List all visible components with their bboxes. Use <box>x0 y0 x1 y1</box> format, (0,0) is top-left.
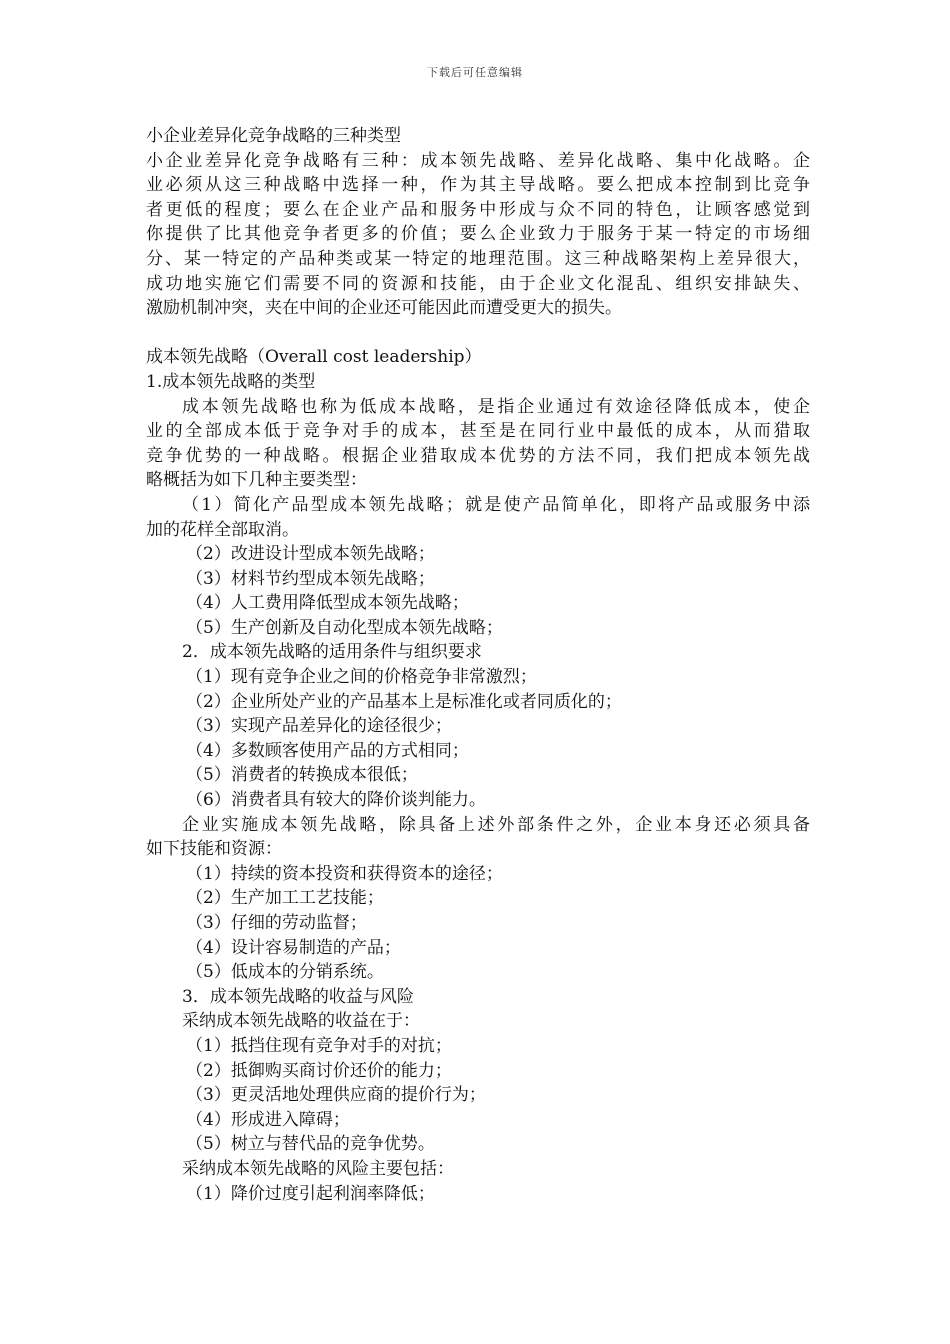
section-heading: 成本领先战略（Overall cost leadership） <box>146 347 482 368</box>
list-item: （1）降价过度引起利润率降低； <box>186 1183 435 1204</box>
list-item: （2）抵御购买商讨价还价的能力； <box>186 1060 452 1081</box>
list-item: （1）抵挡住现有竞争对手的对抗； <box>186 1035 452 1056</box>
paragraph-line: 企业实施成本领先战略，除具备上述外部条件之外，企业本身还必须具备 <box>182 814 810 835</box>
list-item: （3）更灵活地处理供应商的提价行为； <box>186 1085 486 1106</box>
list-item: （6）消费者具有较大的降价谈判能力。 <box>186 790 486 811</box>
list-item: （4）设计容易制造的产品； <box>186 937 401 958</box>
list-item: （1）持续的资本投资和获得资本的途径； <box>186 863 503 884</box>
list-item: （2）改进设计型成本领先战略； <box>186 544 435 565</box>
paragraph-line: 业的全部成本低于竞争对手的成本，甚至是在同行业中最低的成本，从而猎取 <box>146 421 810 442</box>
list-item: （4）多数顾客使用产品的方式相同； <box>186 740 469 761</box>
list-item: （1）现有竞争企业之间的价格竞争非常激烈； <box>186 667 537 688</box>
list-item: （3）实现产品差异化的途径很少； <box>186 716 452 737</box>
list-item: （4）人工费用降低型成本领先战略； <box>186 593 469 614</box>
page-header: 下载后可任意编辑 <box>427 66 523 79</box>
subsection-heading: 2．成本领先战略的适用条件与组织要求 <box>182 642 482 663</box>
list-item: （3）材料节约型成本领先战略； <box>186 568 435 589</box>
blank-line <box>146 321 810 346</box>
list-item: （5）低成本的分销系统。 <box>186 962 384 983</box>
document-body <box>146 124 810 1206</box>
list-item: （1）简化产品型成本领先战略；就是使产品简单化，即将产品或服务中添 <box>182 494 810 515</box>
list-item: （4）形成进入障碍； <box>186 1109 350 1130</box>
list-item: （3）仔细的劳动监督； <box>186 913 367 933</box>
subsection-heading: 1.成本领先战略的类型 <box>146 371 316 392</box>
list-item: （2）生产加工工艺技能； <box>186 888 384 909</box>
intro-line: 激励机制冲突，夹在中间的企业还可能因此而遭受更大的损失。 <box>146 298 622 319</box>
paragraph-line: 成本领先战略也称为低成本战略，是指企业通过有效途径降低成本，使企 <box>182 396 810 417</box>
intro-line: 小企业差异化竞争战略有三种：成本领先战略、差异化战略、集中化战略。企 <box>146 150 810 171</box>
paragraph-line: 竞争优势的一种战略。根据企业猎取成本优势的方法不同，我们把成本领先战 <box>146 445 810 466</box>
paragraph-line: 采纳成本领先战略的风险主要包括： <box>182 1158 454 1179</box>
subsection-heading: 3．成本领先战略的收益与风险 <box>182 986 414 1007</box>
intro-line: 你提供了比其他竞争者更多的价值；要么企业致力于服务于某一特定的市场细 <box>146 224 810 245</box>
list-item: （5）消费者的转换成本很低； <box>186 765 418 786</box>
document-title: 小企业差异化竞争战略的三种类型 <box>146 126 401 146</box>
list-item-continuation: 加的花样全部取消。 <box>146 519 299 540</box>
list-item: （2）企业所处产业的产品基本上是标准化或者同质化的； <box>186 691 622 712</box>
intro-line: 者更低的程度；要么在企业产品和服务中形成与众不同的特色，让顾客感觉到 <box>146 199 810 220</box>
intro-line: 分、某一特定的产品种类或某一特定的地理范围。这三种战略架构上差异很大， <box>146 248 810 269</box>
intro-line: 成功地实施它们需要不同的资源和技能，由于企业文化混乱、组织安排缺失、 <box>146 273 810 294</box>
paragraph-line: 如下技能和资源： <box>146 839 282 860</box>
list-item: （5）生产创新及自动化型成本领先战略； <box>186 617 503 638</box>
intro-line: 业必须从这三种战略中选择一种，作为其主导战略。要么把成本控制到比竞争 <box>146 175 810 196</box>
paragraph-line: 略概括为如下几种主要类型： <box>146 470 367 491</box>
paragraph-line: 采纳成本领先战略的收益在于： <box>182 1011 420 1032</box>
list-item: （5）树立与替代品的竞争优势。 <box>186 1134 435 1155</box>
